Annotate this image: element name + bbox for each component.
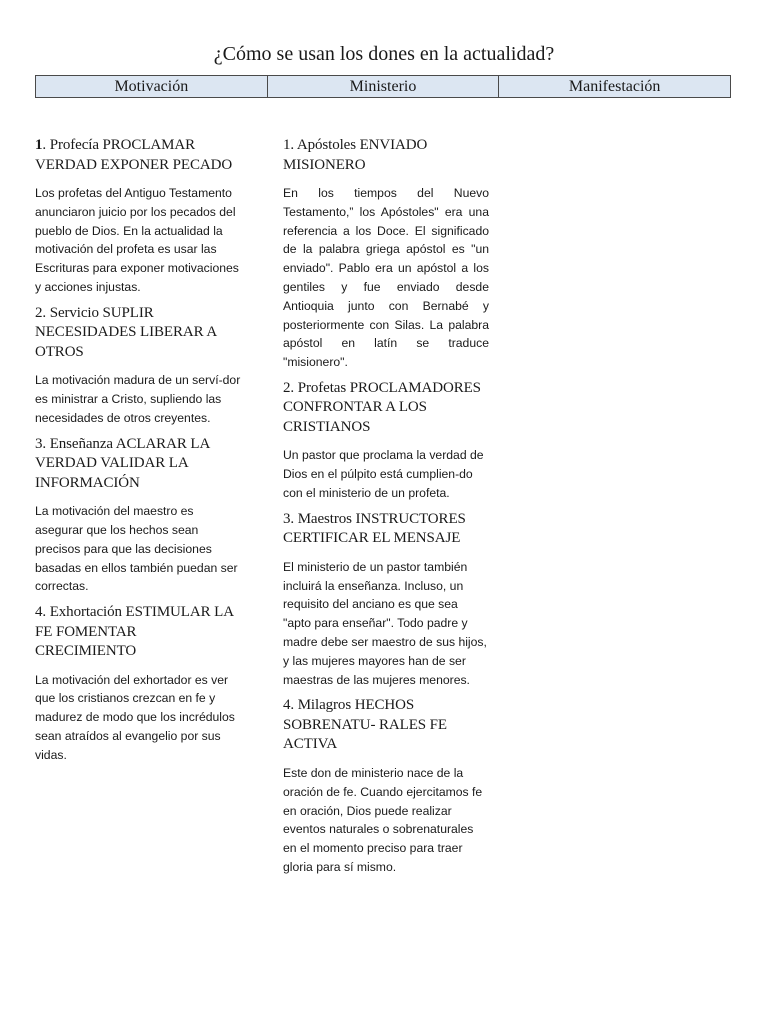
- entry-heading: 2. Profetas PROCLAMADORES CONFRONTAR A LOS CRISTIANOS: [283, 379, 481, 435]
- ministerio-entry-4: [283, 696, 489, 876]
- entry-heading: 3. Maestros INSTRUCTORES CERTIFICAR EL MENSAJE: [283, 510, 466, 547]
- ministerio-entry-3: [283, 510, 489, 690]
- column-header-row: [35, 75, 731, 98]
- entry-description: El ministerio de un pastor también incluirá la enseñanza. Incluso, un requisito del anciano es que sea "apto para enseñar". Todo padre y madre debe ser maestro de sus hijos, y las mujeres mayores han de ser maestras de las mujeres menores.: [283, 559, 487, 687]
- motivacion-entry-2: [35, 304, 241, 428]
- entry-description: La motivación del maestro es asegurar que los hechos sean precisos para que las decisiones basadas en ellos también puedan ser correctas.: [35, 504, 238, 594]
- page-title: ¿Cómo se usan los dones en la actualidad?: [213, 43, 555, 65]
- motivacion-entry-4: [35, 603, 241, 764]
- entry-heading: 2. Servicio SUPLIR NECESIDADES LIBERAR A OTROS: [35, 304, 217, 360]
- motivacion-entry-3: [35, 435, 241, 596]
- entry-heading: 3. Enseñanza ACLARAR LA VERDAD VALIDAR LA INFORMACIÓN: [35, 435, 210, 491]
- entry-description: Un pastor que proclama la verdad de Dios en el púlpito está cumplien-do con el ministerio de un profeta.: [283, 448, 484, 501]
- entry-description: Este don de ministerio nace de la oración de fe. Cuando ejercitamos fe en oración, Dios puede realizar eventos naturales o sobrenaturales en el momento preciso para traer gloria para sí mismo.: [283, 765, 483, 874]
- ministerio-entry-1: [283, 136, 489, 372]
- entry-description: En los tiempos del Nuevo Testamento,” los Apóstoles" era una referencia a los Doce. El significado de la palabra griega apóstol es "un enviado". Pablo era un apóstol a los gentiles y fue enviado desde Antioquia junto con Bernabé y posteriormente con Silas. La palabra apóstol en latín se traduce "misionero".: [283, 186, 489, 370]
- header-ministerio: Ministerio: [268, 76, 500, 97]
- entry-heading: 1. Apóstoles ENVIADO MISIONERO: [283, 137, 428, 173]
- entry-description: Los profetas del Antiguo Testamento anunciaron juicio por los pecados del pueblo de Dios. En la actualidad la motivación del profeta es usar las Escrituras para exponer motivaciones y acciones injustas.: [35, 186, 239, 294]
- entry-heading: 4. Exhortación ESTIMULAR LA FE FOMENTAR CRECIMIENTO: [35, 604, 234, 660]
- entry-description: La motivación del exhortador es ver que los cristianos crezcan en fe y madurez de modo que los incrédulos sean atraídos al evangelio por sus vidas.: [35, 672, 235, 762]
- motivacion-column: [35, 136, 241, 772]
- entry-heading-text: . Profecía PROCLAMAR VERDAD EXPONER PECADO: [35, 137, 233, 173]
- entry-heading: 4. Milagros HECHOS SOBRENATU- RALES FE ACTIVA: [283, 697, 447, 753]
- ministerio-column: [283, 136, 489, 884]
- header-manifestacion: Manifestación: [568, 78, 661, 95]
- entry-description: La motivación madura de un serví-dor es ministrar a Cristo, supliendo las necesidades de otros creyentes.: [35, 373, 241, 425]
- ministerio-entry-2: [283, 379, 489, 503]
- motivacion-entry-1: [35, 136, 241, 297]
- entry-heading: [35, 136, 241, 175]
- entry-number: 1: [35, 137, 43, 153]
- header-motivacion: Motivación: [36, 76, 268, 97]
